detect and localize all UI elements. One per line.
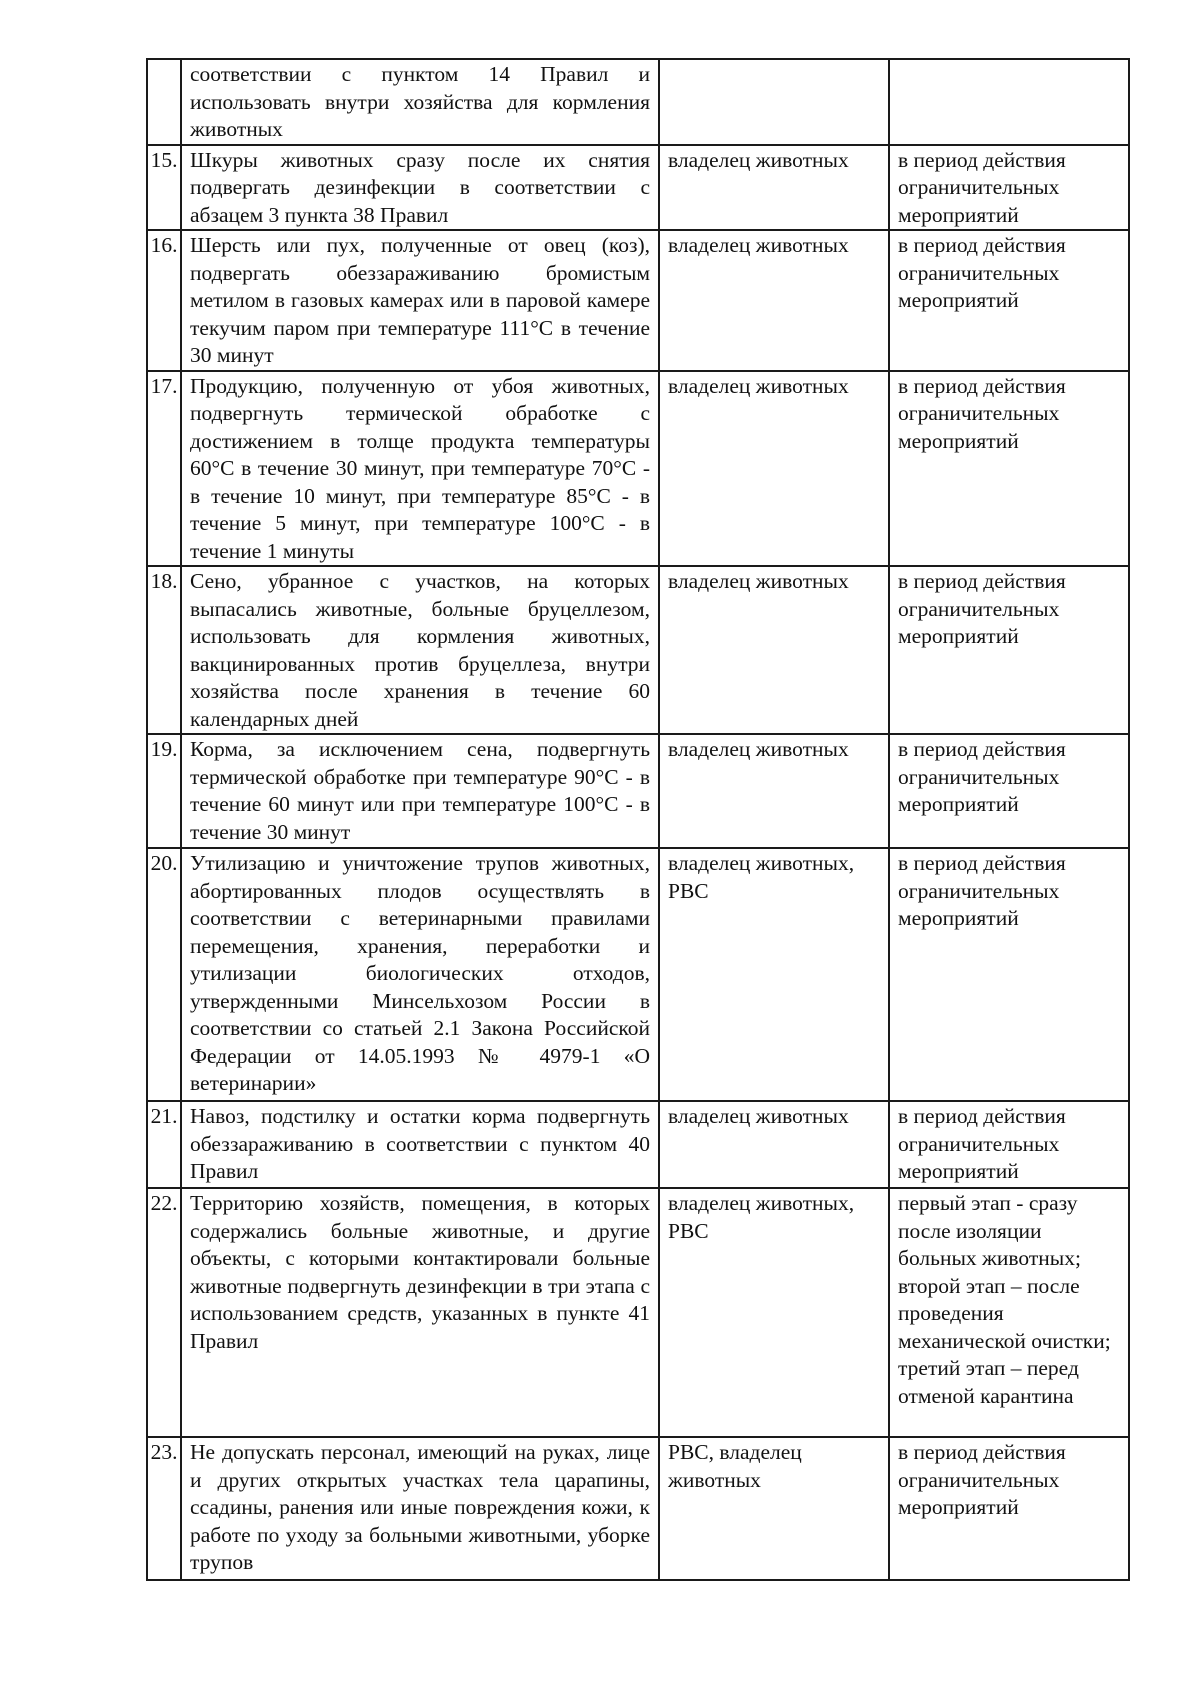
measure-text: Сено, убранное с участков, на которых выпасались животные, больные бруцеллезом, использовать для кормления животных, вакцинированных против бруцеллеза, внутри хозяйства после хранения в течение 60 календарных дней — [181, 566, 659, 734]
term-cell: в период действия ограничительных мероприятий — [889, 848, 1129, 1101]
term-cell: в период действия ограничительных мероприятий — [889, 145, 1129, 231]
table-row — [147, 1188, 1129, 1437]
table-row — [147, 1437, 1129, 1580]
measure-text: Шкуры животных сразу после их снятия подвергать дезинфекции в соответствии с абзацем 3 пункта 38 Правил — [181, 145, 659, 231]
table-row — [147, 566, 1129, 734]
row-number — [147, 59, 181, 145]
row-number: 16. — [147, 230, 181, 371]
row-number: 23. — [147, 1437, 181, 1580]
table-row — [147, 371, 1129, 567]
measure-text: Территорию хозяйств, помещения, в которых содержались больные животные, и другие объекты, с которыми контактировали больные животные подвергнуть дезинфекции в три этапа с использованием средств, указанных в пункте 41 Правил — [181, 1188, 659, 1437]
measure-text: Навоз, подстилку и остатки корма подвергнуть обеззараживанию в соответствии с пунктом 40 Правил — [181, 1101, 659, 1188]
measure-text: Шерсть или пух, полученные от овец (коз), подвергать обеззараживанию бромистым метилом в газовых камерах или в паровой камере текучим паром при температуре 111°С в течение 30 минут — [181, 230, 659, 371]
table-row — [147, 734, 1129, 848]
row-number: 17. — [147, 371, 181, 567]
responsible-cell: владелец животных — [659, 1101, 889, 1188]
measure-text: Корма, за исключением сена, подвергнуть термической обработке при температуре 90°С - в течение 60 минут или при температуре 100°С - в течение 30 минут — [181, 734, 659, 848]
responsible-cell: владелец животных, РВС — [659, 1188, 889, 1437]
responsible-cell: владелец животных — [659, 145, 889, 231]
row-number: 21. — [147, 1101, 181, 1188]
responsible-cell: РВС, владелец животных — [659, 1437, 889, 1580]
table-row — [147, 230, 1129, 371]
term-cell: первый этап - сразу после изоляции больных животных; второй этап – после проведения механической очистки; третий этап – перед отменой карантина — [889, 1188, 1129, 1437]
row-number: 20. — [147, 848, 181, 1101]
term-cell: в период действия ограничительных мероприятий — [889, 1101, 1129, 1188]
responsible-cell: владелец животных — [659, 230, 889, 371]
term-cell: в период действия ограничительных мероприятий — [889, 1437, 1129, 1580]
measure-text: соответствии с пунктом 14 Правил и использовать внутри хозяйства для кормления животных — [181, 59, 659, 145]
responsible-cell — [659, 59, 889, 145]
row-number: 15. — [147, 145, 181, 231]
table-row — [147, 59, 1129, 145]
table-row — [147, 1101, 1129, 1188]
table-row — [147, 848, 1129, 1101]
term-cell — [889, 59, 1129, 145]
term-cell: в период действия ограничительных мероприятий — [889, 230, 1129, 371]
responsible-cell: владелец животных — [659, 371, 889, 567]
term-cell: в период действия ограничительных мероприятий — [889, 371, 1129, 567]
responsible-cell: владелец животных, РВС — [659, 848, 889, 1101]
measure-text: Продукцию, полученную от убоя животных, подвергнуть термической обработке с достижением в толще продукта температуры 60°С в течение 30 минут, при температуре 70°С - в течение 10 минут, при температуре 85°С - в течение 5 минут, при температуре 100°С - в течение 1 минуты — [181, 371, 659, 567]
measure-text: Утилизацию и уничтожение трупов животных, абортированных плодов осуществлять в соответствии с ветеринарными правилами перемещения, хранения, переработки и утилизации биологических отходов, утвержденными Минсельхозом России в соответствии со статьей 2.1 Закона Российской Федерации от 14.05.1993 № 4979-1 «О ветеринарии» — [181, 848, 659, 1101]
responsible-cell: владелец животных — [659, 734, 889, 848]
term-cell: в период действия ограничительных мероприятий — [889, 566, 1129, 734]
measure-text: Не допускать персонал, имеющий на руках, лице и других открытых участках тела царапины, ссадины, ранения или иные повреждения кожи, к работе по уходу за больными животными, уборке трупов — [181, 1437, 659, 1580]
row-number: 19. — [147, 734, 181, 848]
measures-table — [146, 58, 1130, 1581]
table-row — [147, 145, 1129, 231]
row-number: 18. — [147, 566, 181, 734]
responsible-cell: владелец животных — [659, 566, 889, 734]
row-number: 22. — [147, 1188, 181, 1437]
term-cell: в период действия ограничительных мероприятий — [889, 734, 1129, 848]
